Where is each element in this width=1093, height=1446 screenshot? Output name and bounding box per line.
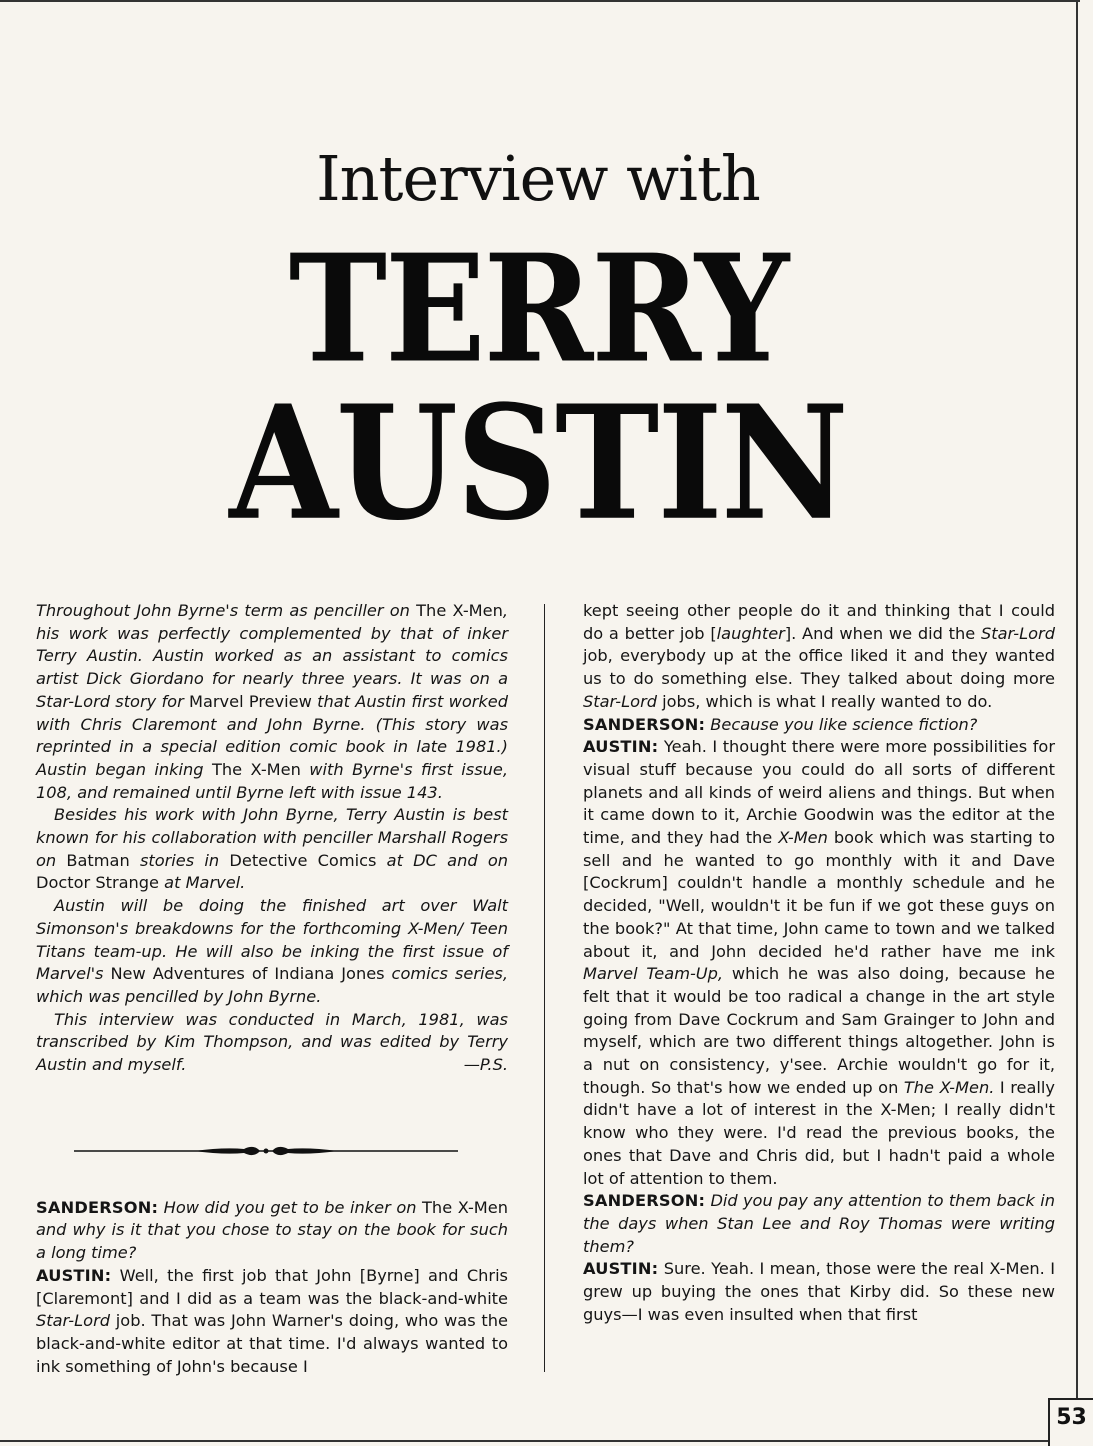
speaker-label: SANDERSON: — [36, 1197, 159, 1217]
speaker-label: AUSTIN: — [583, 737, 659, 757]
answer-1-continued: kept seeing other people do it and thinking that I could do a better job [laughter]. And when we did the Star-Lord job, everybody up at the office liked it and they wanted us to do something else. They talked about doing more Star-Lord jobs, which is what I really wanted to do. — [583, 601, 1055, 711]
answer-1: AUSTIN: Well, the first job that John [Byrne] and Chris [Claremont] and I did as a team was the black-and-white Star-Lord job. That was John Warner's doing, who was the black-and-white editor at that time. I'd always wanted to ink something of John's because I — [36, 1265, 508, 1376]
question-1: SANDERSON: How did you get to be inker on The X-Men and why is it that you chose to stay on the book for such a long time? — [36, 1197, 508, 1263]
title-name-line2: AUSTIN — [229, 372, 847, 556]
page-border-right — [1076, 0, 1078, 1444]
speaker-label: SANDERSON: — [583, 1191, 706, 1211]
page-number: 53 — [1056, 1405, 1087, 1430]
question-3: SANDERSON: Did you pay any attention to them back in the days when Stan Lee and Roy Thomas were writing them? — [583, 1191, 1055, 1256]
question-2: SANDERSON: Because you like science fiction? — [583, 714, 978, 734]
intro-paragraph-2: Besides his work with John Byrne, Terry Austin is best known for his collaboration with penciller Marshall Rogers on Batman stories in Detective Comics at DC and on Doctor Strange at Marvel. — [36, 805, 508, 893]
ornament-spacer — [36, 1077, 508, 1197]
right-column — [583, 600, 1055, 1327]
ornamental-divider — [74, 1140, 458, 1162]
intro-paragraph-4: This interview was conducted in March, 1981, was transcribed by Kim Thompson, and was edited by Terry Austin and myself. —P.S. — [36, 1009, 508, 1077]
editor-signature: —P.S. — [463, 1055, 508, 1075]
left-column — [36, 600, 508, 1378]
page-border-top — [0, 0, 1080, 2]
intro-paragraph-1: Throughout John Byrne's term as penciller on The X-Men, his work was perfectly complemented by that of inker Terry Austin. Austin worked as an assistant to comics artist Dick Giordano for nearly three years. It was on a Star-Lord story for Marvel Preview that Austin first worked with Chris Claremont and John Byrne. (This story was reprinted in a special edition comic book in late 1981.) Austin began inking The X-Men with Byrne's first issue, 108, and remained until Byrne left with issue 143. — [36, 601, 508, 802]
answer-3: AUSTIN: Sure. Yeah. I mean, those were the real X-Men. I grew up buying the ones that Kirby did. So these new guys—I was even insulted when that first — [583, 1259, 1055, 1324]
answer-2: AUSTIN: Yeah. I thought there were more possibilities for visual stuff because you could do all sorts of different planets and all kinds of weird aliens and things. But when it came down to it, Archie Goodwin was the editor at the time, and they had the X-Men book which was starting to sell and he wanted to go monthly with it and Dave [Cockrum] couldn't handle a monthly schedule and he decided, "Well, wouldn't it be fun if we got these guys on the book?" At that time, John came to town and we talked about it, and John decided he'd rather have me ink Marvel Team-Up, which he was also doing, because he felt that it would be too radical a change in the art style going from Dave Cockrum and Sam Grainger to John and myself, which are two different things altogether. John is a nut on consistency, y'see. Archie wouldn't go for it, though. So that's how we ended up on The X-Men. I really didn't have a lot of interest in the X-Men; I really didn't know who they were. I'd read the previous books, the ones that Dave and Chris did, but I hadn't paid a whole lot of attention to them. — [583, 737, 1056, 1188]
page-border-bottom — [0, 1440, 1080, 1442]
speaker-label: AUSTIN: — [583, 1259, 659, 1279]
column-rule — [544, 604, 545, 1372]
title-kicker: Interview with — [316, 142, 760, 215]
intro-section — [36, 600, 508, 1077]
speaker-label: SANDERSON: — [583, 714, 706, 734]
speaker-label: AUSTIN: — [36, 1265, 112, 1285]
intro-paragraph-3: Austin will be doing the finished art over Walt Simonson's breakdowns for the forthcoming X-Men/ Teen Titans team-up. He will also be inking the first issue of Marvel's New Adventures of Indiana Jones comics series, which was pencilled by John Byrne. — [36, 896, 509, 1006]
title-name-line1: TERRY — [288, 222, 788, 397]
